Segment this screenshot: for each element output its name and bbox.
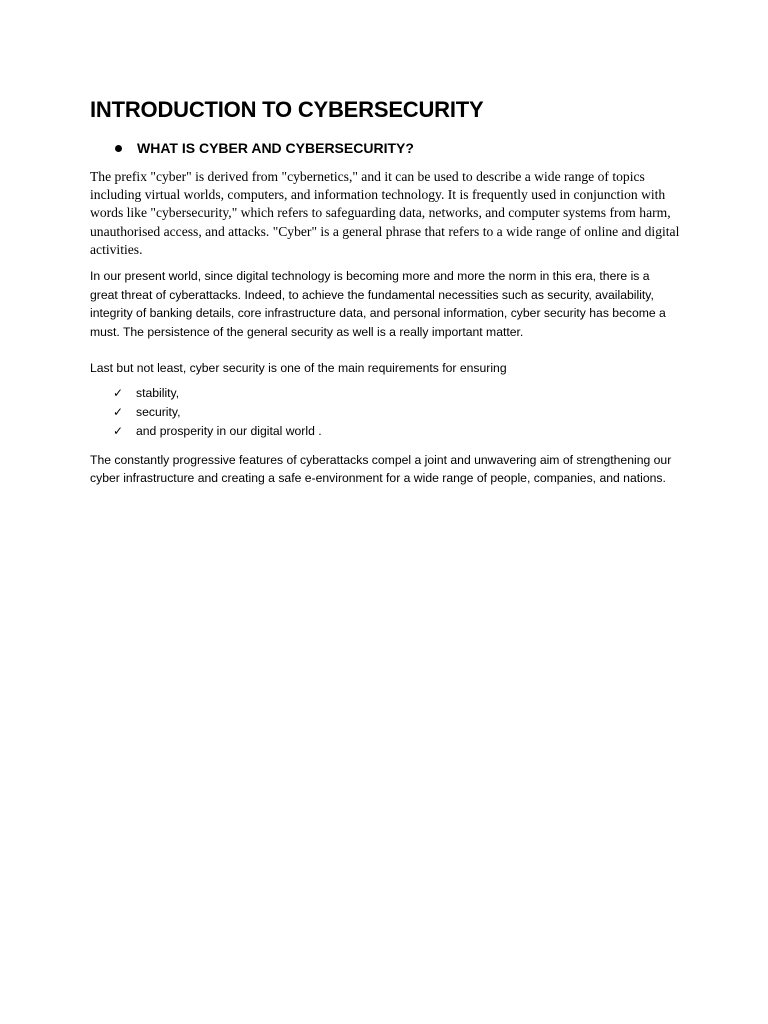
- list-item-text: stability,: [136, 385, 180, 400]
- checkmark-icon: ✓: [112, 385, 124, 400]
- list-item: [90, 384, 680, 403]
- list-item-text: and prosperity in our digital world .: [136, 423, 322, 438]
- checkmark-icon: ✓: [112, 423, 124, 438]
- list-item-text: security,: [136, 404, 181, 419]
- document-page: [90, 96, 680, 496]
- page-title: INTRODUCTION TO CYBERSECURITY: [90, 97, 484, 122]
- paragraph-cyber-definition: The prefix "cyber" is derived from "cybernetics," and it can be used to describe a wide range of topics including virtual worlds, computers, and information technology. It is frequently used in conjunction with words like "cybersecurity," which refers to safeguarding data, networks, and computer systems from harm, unauthorised access, and attacks. "Cyber" is a general phrase that refers to a wide range of online and digital activities.: [90, 169, 680, 257]
- paragraph-requirements-lead: Last but not least, cyber security is one of the main requirements for ensuring: [90, 361, 507, 376]
- section-heading: [90, 138, 680, 158]
- list-item: [90, 403, 680, 422]
- requirements-checklist: [90, 384, 680, 441]
- bullet-dot-icon: [115, 145, 122, 152]
- section-heading-text: WHAT IS CYBER AND CYBERSECURITY?: [137, 140, 414, 156]
- paragraph-present-world: In our present world, since digital technology is becoming more and more the norm in this era, there is a great threat of cyberattacks. Indeed, to achieve the fundamental necessities such as security, availability, integrity of banking details, core infrastructure data, and personal information, cyber security has become a must. The persistence of the general security as well is a really important matter.: [90, 269, 666, 339]
- checkmark-icon: ✓: [112, 404, 124, 419]
- paragraph-conclusion: The constantly progressive features of cyberattacks compel a joint and unwavering aim of strengthening our cyber infrastructure and creating a safe e-environment for a wide range of people, companies, and nations.: [90, 452, 672, 486]
- list-item: [90, 422, 680, 441]
